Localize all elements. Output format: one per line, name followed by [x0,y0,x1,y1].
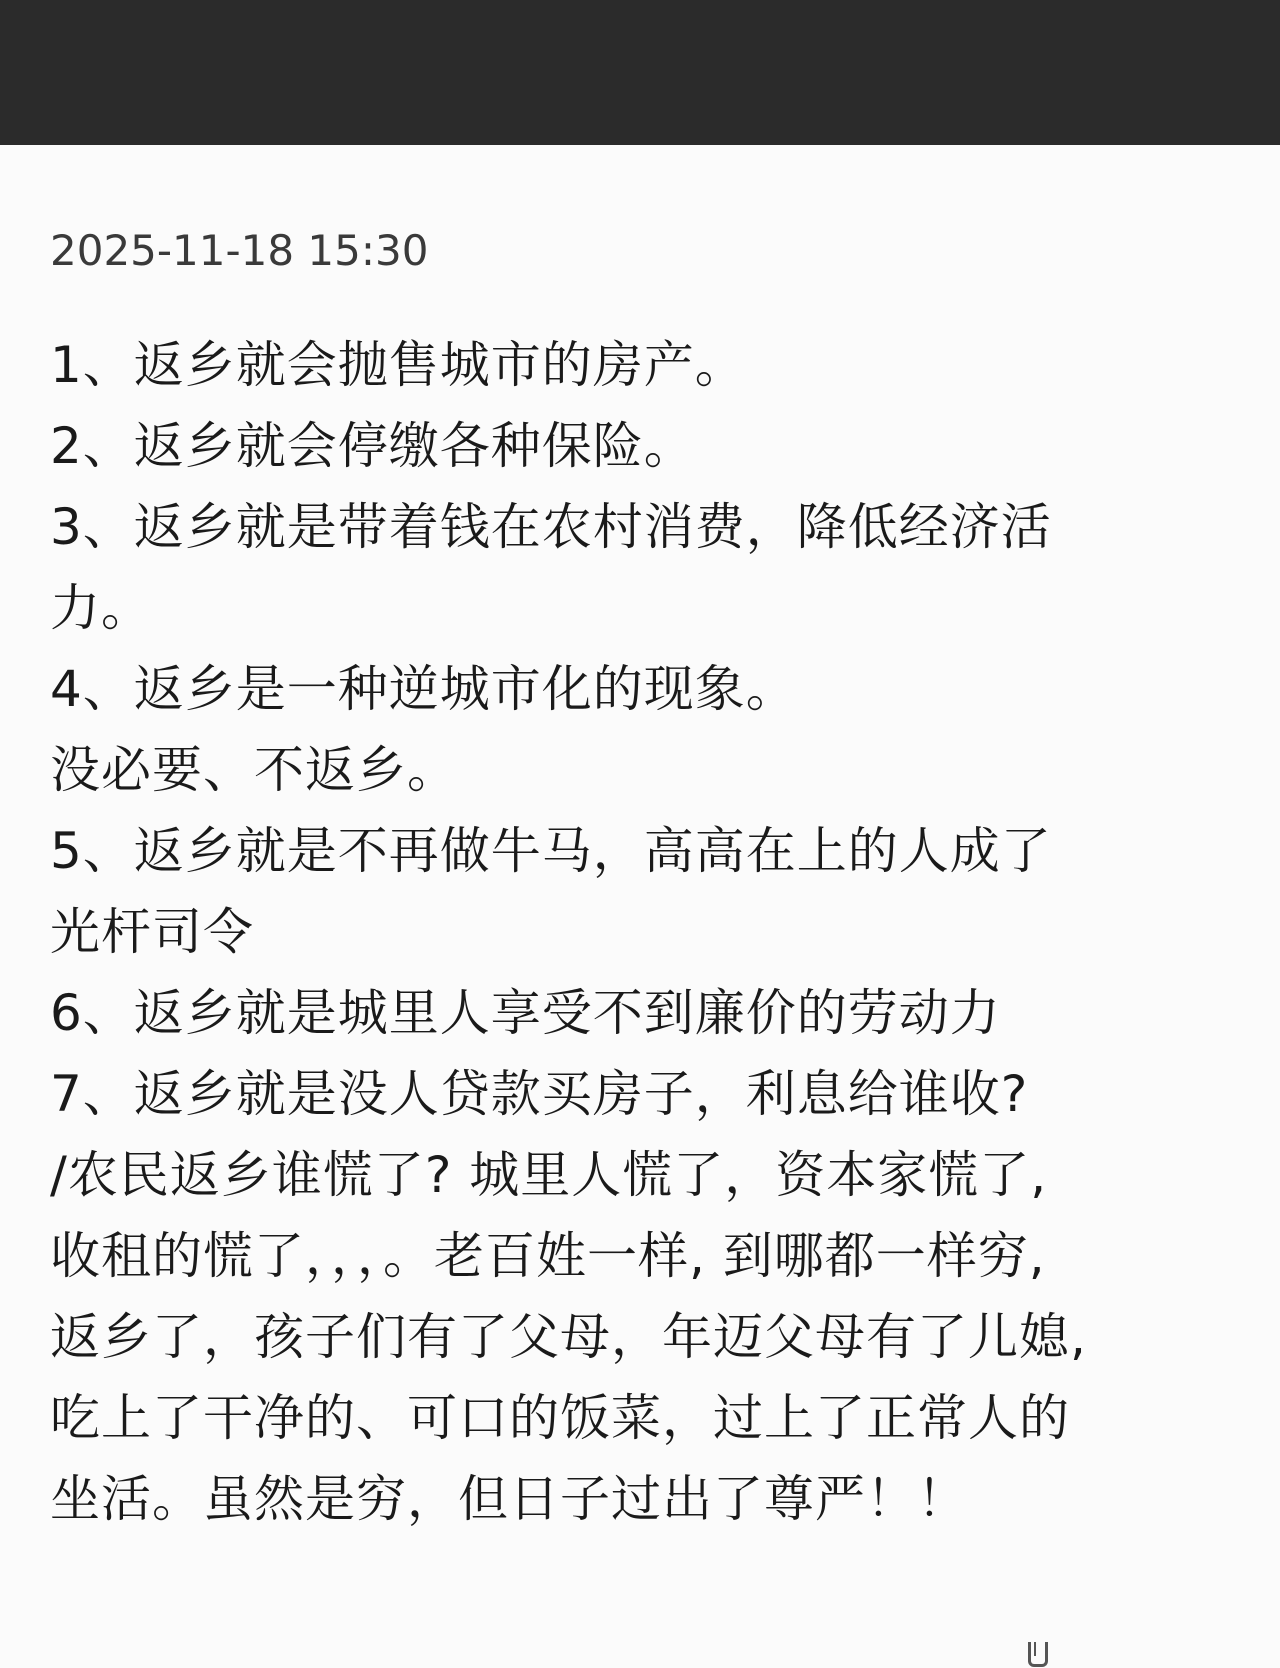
post-line-14: 吃上了干净的、可口的饭菜，过上了正常人的 [50,1389,1070,1447]
text-cursor-icon [1028,1642,1048,1667]
post-line-7: 5、返乡就是不再做牛马，高高在上的人成了 [50,822,1052,880]
post-line-10: 7、返乡就是没人贷款买房子，利息给谁收? [50,1065,1029,1123]
post-line-1: 1、返乡就会抛售城市的房产。 [50,336,746,394]
post-line-6: 没必要、不返乡。 [50,741,458,799]
post-line-11: /农民返乡谁慌了? 城里人慌了，资本家慌了, [50,1146,1048,1204]
post-content-area [0,145,1280,1668]
post-line-5: 4、返乡是一种逆城市化的现象。 [50,660,797,718]
post-line-13: 返乡了，孩子们有了父母，年迈父母有了儿媳, [50,1308,1087,1366]
post-body [50,325,1240,1540]
top-status-bar [0,0,1280,145]
post-line-3: 3、返乡就是带着钱在农村消费，降低经济活 [50,498,1052,556]
post-line-12: 收租的慌了，，，。老百姓一样, 到哪都一样穷, [50,1227,1046,1285]
post-timestamp: 2025-11-18 15:30 [50,226,429,275]
post-line-4: 力。 [50,579,152,637]
post-line-8: 光杆司令 [50,903,254,961]
post-line-2: 2、返乡就会停缴各种保险。 [50,417,695,475]
post-line-15: 坐活。虽然是穷，但日子过出了尊严！！ [50,1470,968,1528]
post-line-9: 6、返乡就是城里人享受不到廉价的劳动力 [50,984,1001,1042]
